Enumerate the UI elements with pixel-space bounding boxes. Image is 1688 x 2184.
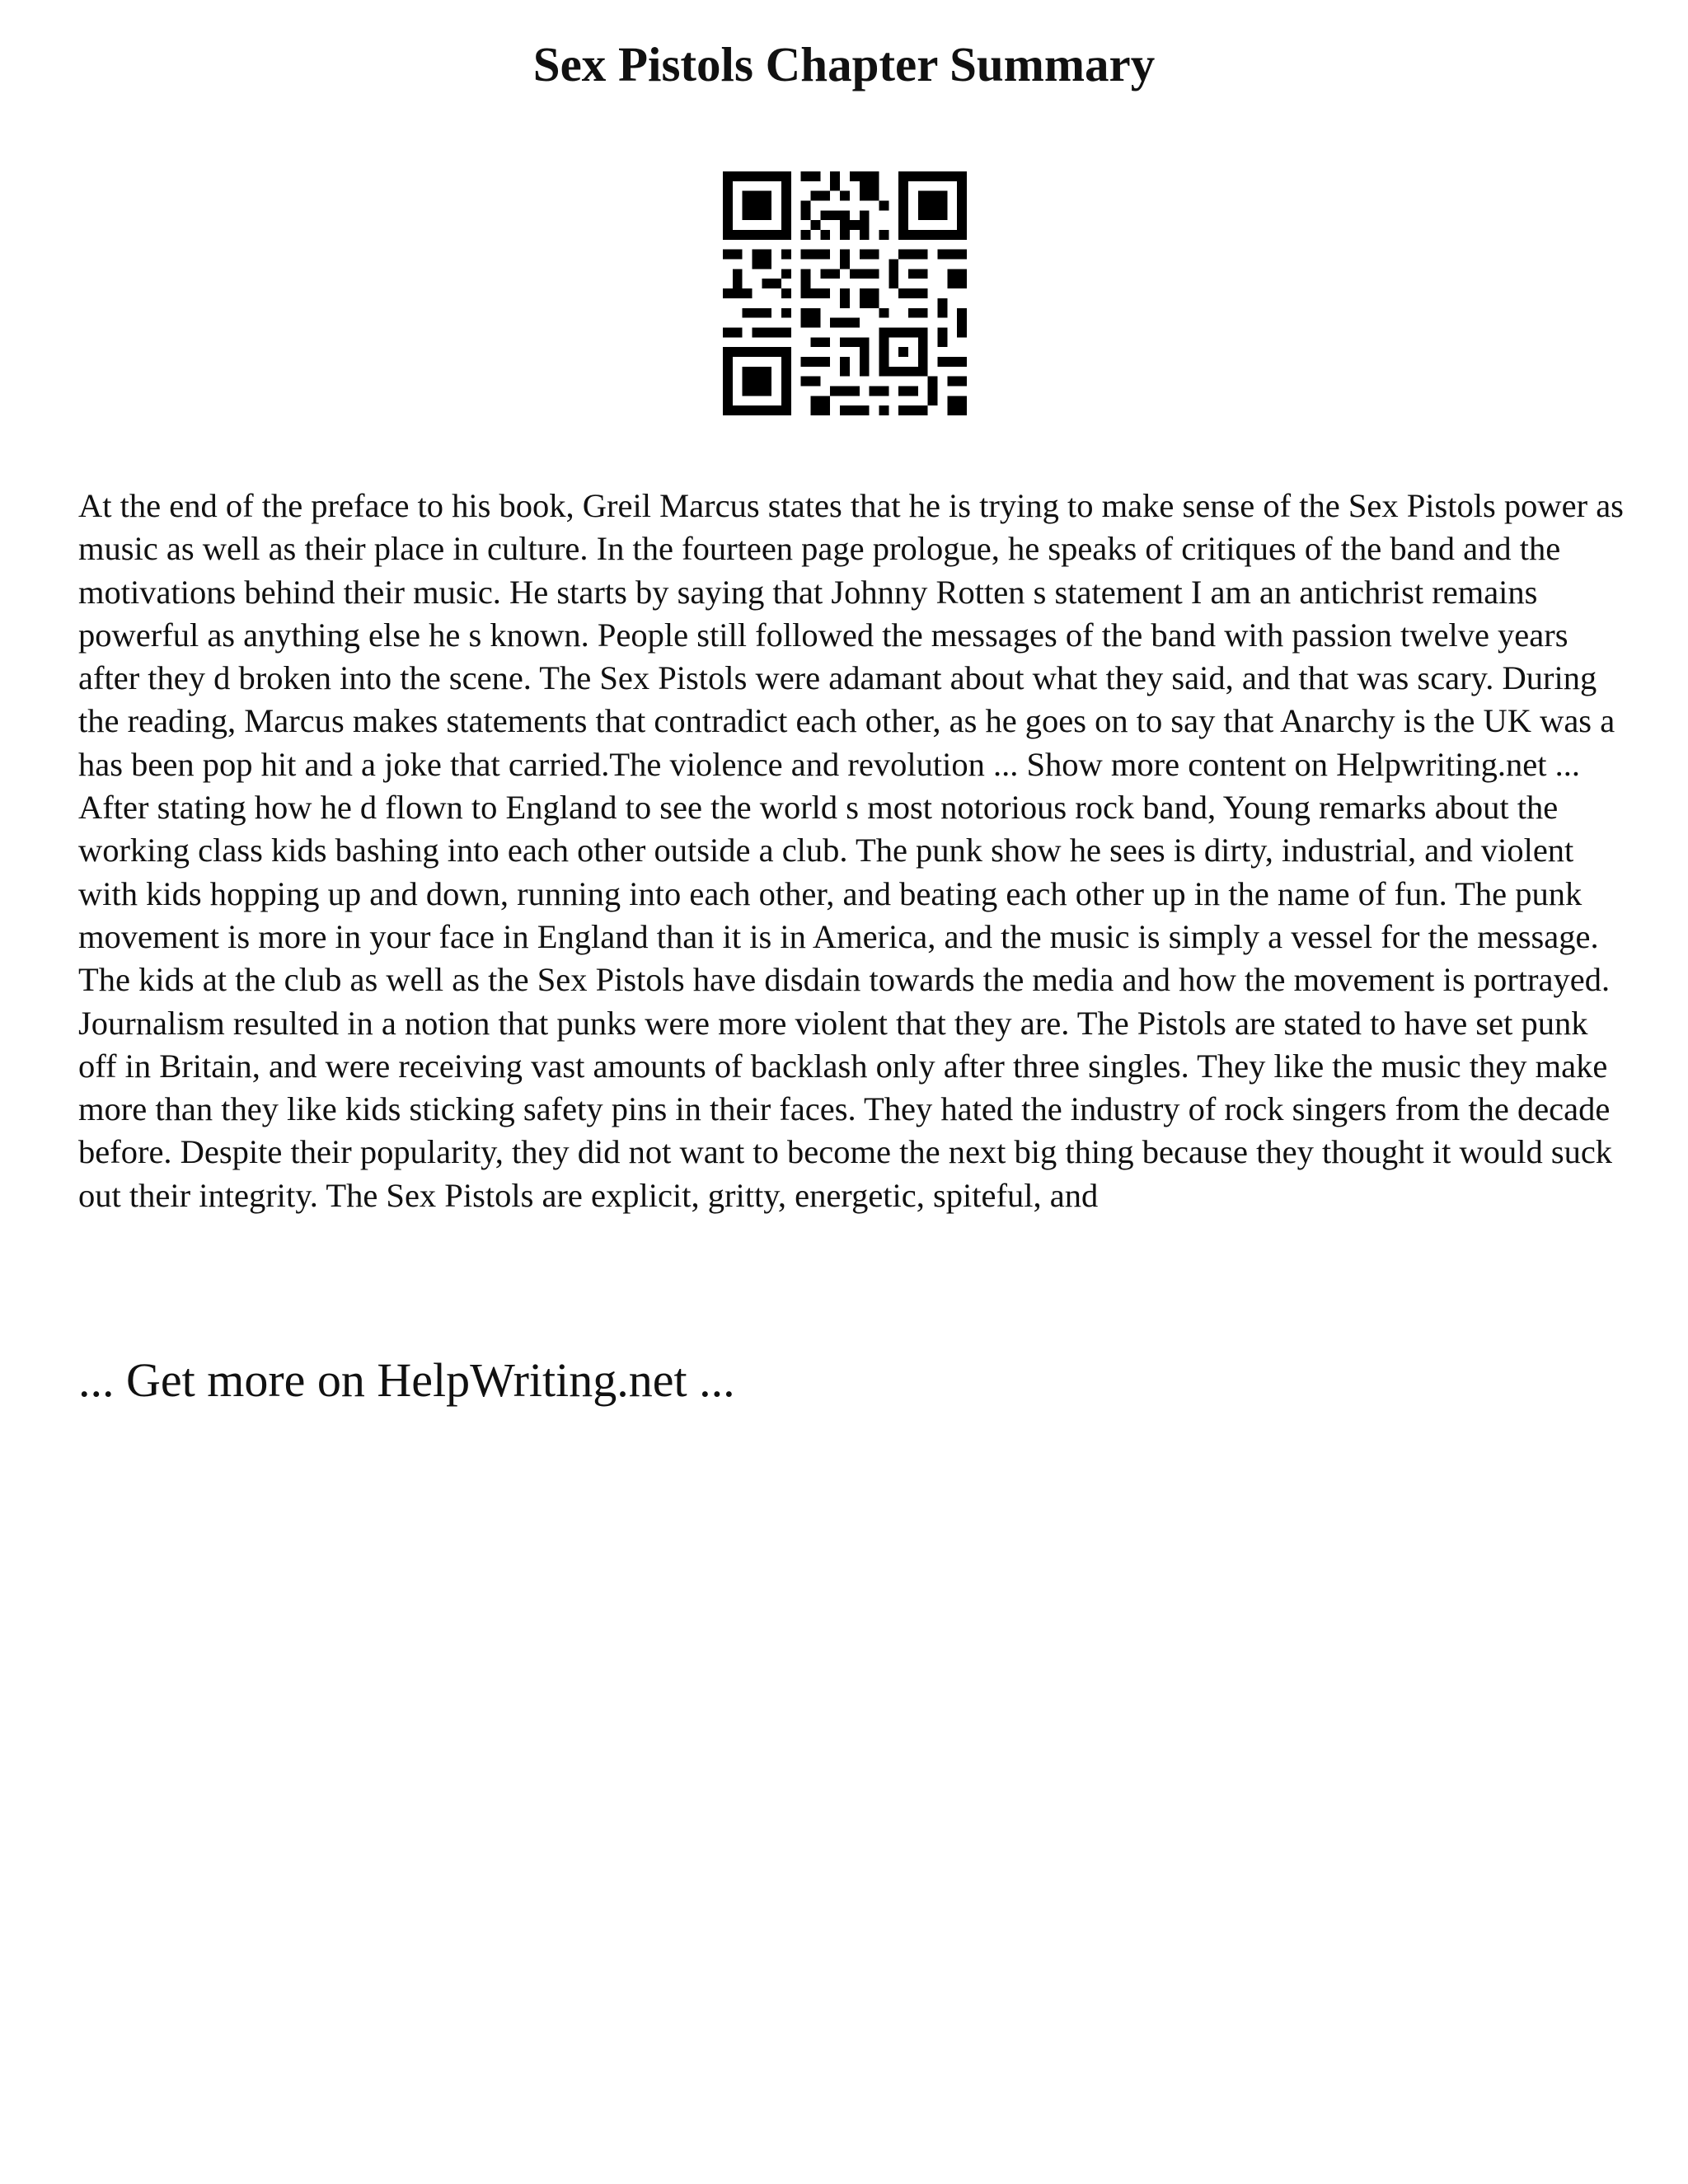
qr-code-icon (723, 171, 967, 415)
get-more-link[interactable]: ... Get more on HelpWriting.net ... (78, 1353, 735, 1407)
paragraph-preface: At the end of the preface to his book, Greil Marcus states that he is trying to make sense of the Sex Pistols power as music as well as their place in culture. In the fourteen page prologue, he speaks of critiques of the band and the motivations behind their music. He starts by saying that Johnny Rotten s statement I am an antichrist remains powerful as anything else he s known. People still followed the messages of the band with passion twelve years after they d broken into the scene. The Sex Pistols were adamant about what they said, and that was scary. During the reading, Marcus makes statements that contradict each other, as he goes on to say that Anarchy is the UK was a has been pop hit and a joke that carried.The violence and revolution ... Show more content on Helpwriting.net ... (78, 487, 1624, 783)
summary-text (78, 485, 1628, 1217)
qr-code-graphic (723, 171, 967, 415)
page-title: Sex Pistols Chapter Summary (532, 37, 1156, 91)
paragraph-young: After stating how he d flown to England to see the world s most notorious rock band, Young remarks about the working class kids bashing into each other outside a club. The punk show he sees is dirty, industrial, and violent with kids hopping up and down, running into each other, and beating each other up in the name of fun. The punk movement is more in your face in England than it is in America, and the music is simply a vessel for the message. The kids at the club as well as the Sex Pistols have disdain towards the media and how the movement is portrayed. Journalism resulted in a notion that punks were more violent that they are. The Pistols are stated to have set punk off in Britain, and were receiving vast amounts of backlash only after three singles. They like the music they make more than they like kids sticking safety pins in their faces. They hated the industry of rock singers from the decade before. Despite their popularity, they did not want to become the next big thing because they thought it would suck out their integrity. The Sex Pistols are explicit, gritty, energetic, spiteful, and (78, 789, 1613, 1214)
